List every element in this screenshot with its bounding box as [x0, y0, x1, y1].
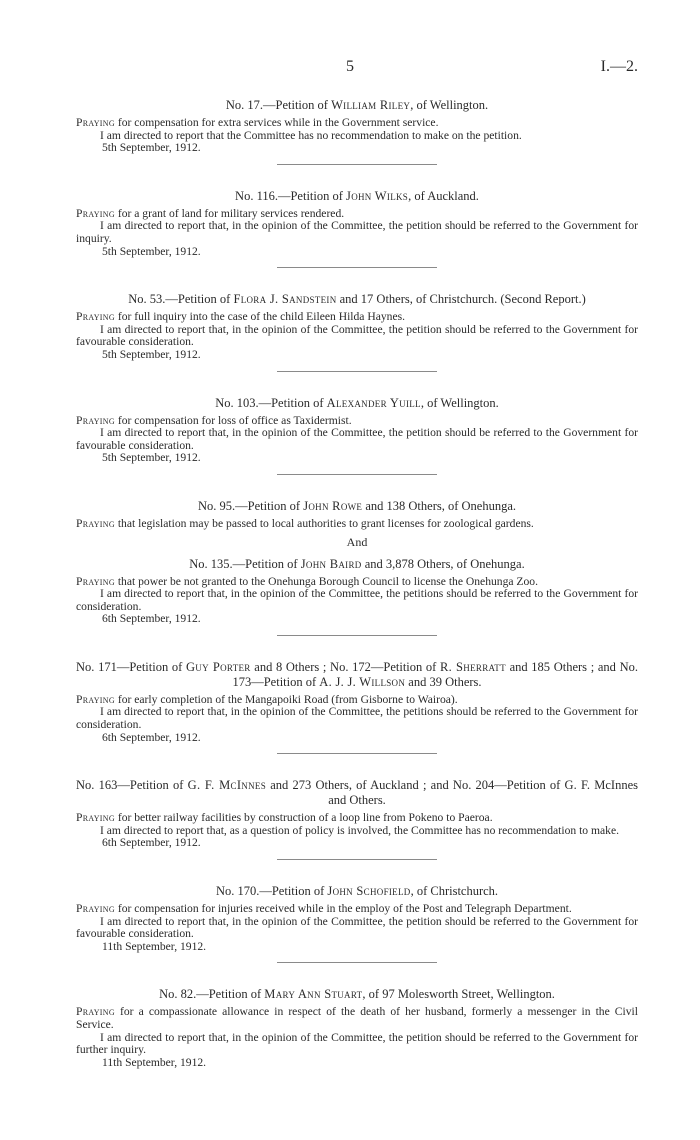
praying-paragraph: Praying for compensation for injuries received while in the employ of the Post and Telegraph Department.	[76, 902, 572, 916]
petitioner-name: A. J. J. Willson	[319, 674, 406, 689]
report-paragraph: I am directed to report that, in the opinion of the Committee, the petition should be referred to the Government for inquiry.	[76, 219, 638, 245]
report-paragraph: I am directed to report that, in the opinion of the Committee, the petition should be referred to the Government for further inquiry.	[76, 1030, 638, 1057]
report-paragraph: I am directed to report that, in the opinion of the Committee, the petition should be referred to the Government for favourable consideration.	[76, 426, 638, 452]
page-reference: I.—2.	[600, 58, 638, 75]
report-paragraph: I am directed to report that, in the opinion of the Committee, the petition should be referred to the Government for favourable consideration.	[76, 322, 638, 349]
petition-heading: No. 103.—Petition of Alexander Yuill, of Wellington.	[215, 395, 499, 410]
section-divider	[277, 371, 437, 372]
report-date: 6th September, 1912.	[102, 612, 201, 626]
petition-heading: No. 17.—Petition of William Riley, of Wellington.	[225, 98, 489, 112]
petition-heading: No. 163—Petition of G. F. McInnes and 273 Others, of Auckland ; and No. 204—Petition of G. F. McInnes and Others.	[76, 778, 638, 808]
praying-paragraph: Praying for a compassionate allowance in respect of the death of her husband, formerly a messenger in the Civil Service.	[76, 1005, 638, 1031]
petitioner-name: Mary Ann Stuart	[264, 987, 363, 1002]
petitioner-name: G. F. McInnes	[187, 778, 267, 793]
section-divider	[277, 859, 437, 860]
report-paragraph: I am directed to report that, in the opinion of the Committee, the petitions should be referred to the Government for consideration.	[76, 587, 638, 613]
section-divider	[277, 962, 437, 963]
praying-paragraph: Praying that legislation may be passed to local authorities to grant licenses for zoological gardens.	[76, 516, 534, 530]
report-date: 11th September, 1912.	[102, 939, 207, 953]
petition-heading: No. 116.—Petition of John Wilks, of Auckland.	[235, 188, 479, 203]
praying-paragraph: Praying for compensation for loss of office as Taxidermist.	[76, 413, 352, 427]
section-divider	[277, 635, 437, 636]
petitioner-name: William Riley	[331, 98, 411, 112]
report-date: 5th September, 1912.	[102, 244, 201, 258]
section-divider	[277, 474, 437, 475]
petition-entry	[76, 189, 638, 268]
page-number: 5	[346, 58, 354, 75]
petition-heading: No. 171—Petition of Guy Porter and 8 Others ; No. 172—Petition of R. Sherratt and 185 Others ; and No. 173—Petition of A. J. J. Willson and 39 Others.	[76, 659, 638, 689]
praying-paragraph: Praying that power be not granted to the Onehunga Borough Council to license the Onehunga Zoo.	[76, 574, 539, 588]
report-paragraph: I am directed to report that, as a question of policy is involved, the Committee has no recommendation to make.	[100, 823, 620, 837]
report-paragraph: I am directed to report that, in the opinion of the Committee, the petition should be referred to the Government for favourable consideration.	[76, 914, 638, 941]
petitioner-name: Flora J. Sandstein	[233, 292, 337, 307]
petition-heading: No. 170.—Petition of John Schofield, of Christchurch.	[215, 884, 499, 899]
petition-entry	[76, 987, 638, 1069]
report-date: 5th September, 1912.	[102, 141, 201, 155]
report-date: 11th September, 1912.	[102, 1055, 207, 1069]
petition-entry	[76, 292, 638, 371]
section-divider	[277, 267, 437, 268]
petition-entry	[76, 98, 638, 165]
section-divider	[277, 164, 437, 165]
petition-entry-combined	[76, 778, 638, 860]
praying-paragraph: Praying for better railway facilities by construction of a loop line from Pokeno to Paeroa.	[76, 811, 493, 825]
petitioner-name: John Rowe	[303, 498, 363, 513]
praying-paragraph: Praying for compensation for extra services while in the Government service.	[76, 116, 439, 129]
petition-entry	[76, 884, 638, 963]
petitioner-name: John Schofield	[327, 884, 411, 899]
report-date: 5th September, 1912.	[102, 451, 201, 465]
petitioner-name: John Baird	[300, 556, 362, 571]
petition-entry-combined	[76, 660, 638, 754]
petition-heading: No. 82.—Petition of Mary Ann Stuart, of 97 Molesworth Street, Wellington.	[159, 987, 555, 1002]
petition-heading: No. 135.—Petition of John Baird and 3,878 Others, of Onehunga.	[189, 556, 525, 571]
report-date: 5th September, 1912.	[102, 347, 201, 361]
petitioner-name: Alexander Yuill	[326, 395, 421, 410]
petition-heading: No. 53.—Petition of Flora J. Sandstein and 17 Others, of Christchurch. (Second Report.)	[128, 292, 586, 307]
report-paragraph: I am directed to report that the Committee has no recommendation to make on the petition.	[100, 128, 522, 142]
report-date: 6th September, 1912.	[102, 730, 201, 744]
petition-entry-combined	[76, 499, 638, 636]
petitioner-name: R. Sherratt	[440, 659, 506, 674]
report-date: 6th September, 1912.	[102, 836, 201, 850]
petition-entry	[76, 396, 638, 475]
praying-paragraph: Praying for a grant of land for military services rendered.	[76, 206, 345, 220]
petitioner-name: Guy Porter	[185, 659, 251, 674]
petitioner-name: John Wilks	[346, 188, 409, 203]
section-divider	[277, 753, 437, 754]
and-separator: And	[346, 534, 368, 549]
praying-paragraph: Praying for early completion of the Mangapoiki Road (from Gisborne to Wairoa).	[76, 692, 458, 706]
petition-heading: No. 95.—Petition of John Rowe and 138 Others, of Onehunga.	[197, 498, 517, 513]
report-paragraph: I am directed to report that, in the opinion of the Committee, the petitions should be referred to the Government for consideration.	[76, 705, 638, 732]
praying-paragraph: Praying for full inquiry into the case of the child Eileen Hilda Haynes.	[76, 310, 406, 324]
